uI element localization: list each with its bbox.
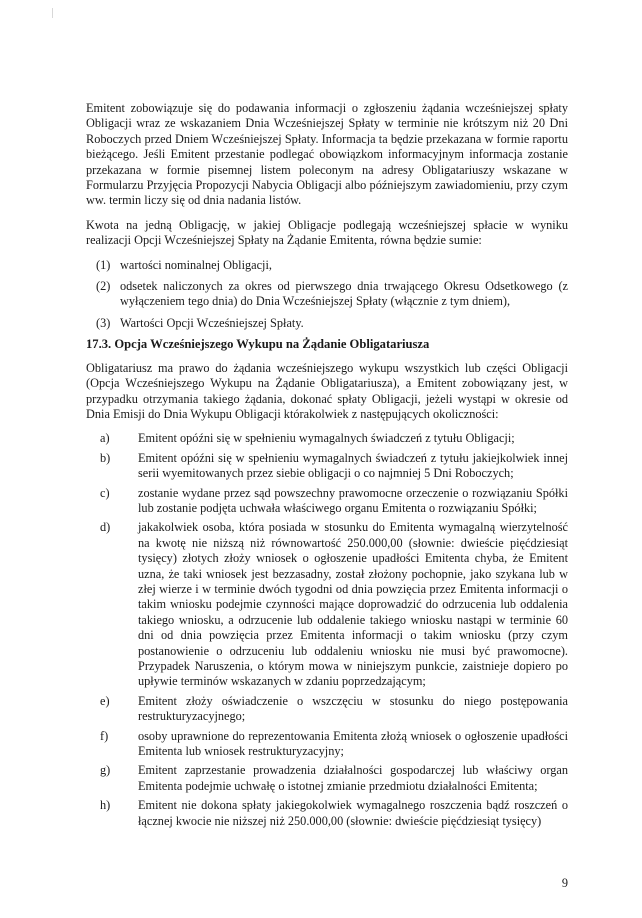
list-marker: a) xyxy=(100,431,110,446)
list-marker: e) xyxy=(100,693,110,708)
circumstance-item xyxy=(86,431,568,446)
list-text: Emitent opóźni się w spełnieniu wymagalnych świadczeń z tytułu Obligacji; xyxy=(138,431,515,446)
list-marker: (2) xyxy=(96,279,111,294)
circumstances-list xyxy=(86,431,568,829)
list-text: Emitent nie dokona spłaty jakiegokolwiek wymagalnego roszczenia bądź roszczeń o łącznej kwocie nie niższej niż 250.000,00 (słownie: dwieście pięćdziesiąt tysięcy) xyxy=(138,798,568,828)
list-marker: b) xyxy=(100,450,111,465)
list-marker: d) xyxy=(100,520,111,535)
sum-list xyxy=(86,258,568,332)
list-marker: (3) xyxy=(96,315,111,330)
page-number: 9 xyxy=(561,876,568,890)
list-text: odsetek naliczonych za okres od pierwszego dnia trwającego Okresu Odsetkowego (z wyłączeniem tego dnia) do Dnia Wcześniejszej Spłaty (włącznie z tym dniem), xyxy=(120,279,568,309)
list-marker: g) xyxy=(100,763,111,778)
list-text: Wartości Opcji Wcześniejszej Spłaty. xyxy=(120,315,304,330)
circumstance-item xyxy=(86,763,568,794)
list-text: Emitent opóźni się w spełnieniu wymagalnych świadczeń z tytułu jakiejkolwiek innej serii wyemitowanych przez siebie obligacji o co najmniej 5 Dni Roboczych; xyxy=(138,450,568,481)
list-text: zostanie wydane przez sąd powszechny prawomocne orzeczenie o rozwiązaniu Spółki lub zostanie podjęta uchwała właściwego organu Emitenta o rozwiązaniu Spółki; xyxy=(138,485,568,515)
list-text: wartości nominalnej Obligacji, xyxy=(120,257,272,272)
list-marker: (1) xyxy=(96,257,111,272)
sum-list-item xyxy=(86,316,568,331)
list-text: osoby uprawnione do reprezentowania Emitenta złożą wniosek o ogłoszenie upadłości Emitenta lub wniosek restrukturyzacyjny; xyxy=(138,728,568,759)
list-text: Emitent złoży oświadczenie o wszczęciu w stosunku do niego postępowania restrukturyzacyjnego; xyxy=(138,693,568,724)
page-body xyxy=(86,101,568,833)
list-marker: c) xyxy=(100,485,110,500)
list-text: jakakolwiek osoba, która posiada w stosunku do Emitenta wymagalną wierzytelność na kwotę nie niższą niż równowartość 250.000,00 (słownie: dwieście pięćdziesiąt tysięcy) złotych złoży wniosek o ogłoszenie upadłości Emitenta chyba, że Emitent uzna, że taki wniosek jest bezzasadny, został złożony pochopnie, jako szykana lub w złej wierze i w terminie dwóch tygodni od dnia powzięcia przez Emitenta informacji o takim wniosku podejmie czynności mające doprowadzić do odrzucenia lub oddalenia takiego wniosku, a odrzucenie lub oddalenie takiego wniosku nastąpi w terminie 60 dni od dnia powzięcia przez Emitenta informacji o takim wniosku (przy czym postanowienie o odrzuceniu lub oddaleniu wniosku nie musi być prawomocne). Przypadek Naruszenia, o którym mowa w niniejszym punkcie, zaistnieje dopiero po upływie terminów wskazanych w zdaniu poprzedzającym; xyxy=(138,520,568,689)
scan-mark xyxy=(52,8,53,18)
sum-list-item xyxy=(86,258,568,273)
circumstance-item xyxy=(86,451,568,482)
amount-paragraph: Kwota na jedną Obligację, w jakiej Obligacje podlegają wcześniejszej spłacie w wyniku realizacji Opcji Wcześniejszej Spłaty na Żądanie Emitenta, równa będzie sumie: xyxy=(86,217,568,248)
section-heading: 17.3. Opcja Wcześniejszego Wykupu na Żądanie Obligatariusza xyxy=(86,337,430,352)
intro-paragraph: Emitent zobowiązuje się do podawania informacji o zgłoszeniu żądania wcześniejszej spłaty Obligacji wraz ze wskazaniem Dnia Wcześniejszej Spłaty w terminie nie krótszym niż 20 Dni Roboczych przed Dniem Wcześniejszej Spłaty. Informacja ta będzie przekazana w formie raportu bieżącego. Jeśli Emitent przestanie podlegać obowiązkom informacyjnym informacja zostanie przekazana w formie pisemnej listem poleconym na adresy Obligatariuszy wskazane w Formularzu Przyjęcia Propozycji Nabycia Obligacji albo późniejszym zawiadomieniu, przy czym ww. termin liczy się od dnia nadania listów. xyxy=(86,101,568,208)
list-marker: f) xyxy=(100,728,109,743)
sum-list-item xyxy=(86,279,568,310)
circumstance-item xyxy=(86,486,568,517)
circumstance-item xyxy=(86,798,568,829)
list-text: Emitent zaprzestanie prowadzenia działalności gospodarczej lub właściwy organ Emitenta podejmie uchwałę o istotnej zmianie przedmiotu działalności Emitenta; xyxy=(138,763,568,793)
circumstance-item xyxy=(86,729,568,760)
circumstance-item xyxy=(86,694,568,725)
circumstance-item xyxy=(86,520,568,689)
list-marker: h) xyxy=(100,798,111,813)
section-paragraph: Obligatariusz ma prawo do żądania wcześniejszego wykupu wszystkich lub części Obligacji (Opcja Wcześniejszego Wykupu na Żądanie Obligatariusza), a Emitent zobowiązany jest, w przypadku otrzymania takiego żądania, dokonać spłaty Obligacji, jeżeli wystąpi w okresie od Dnia Emisji do Dnia Wykupu Obligacji którakolwiek z następujących okoliczności: xyxy=(86,360,568,421)
